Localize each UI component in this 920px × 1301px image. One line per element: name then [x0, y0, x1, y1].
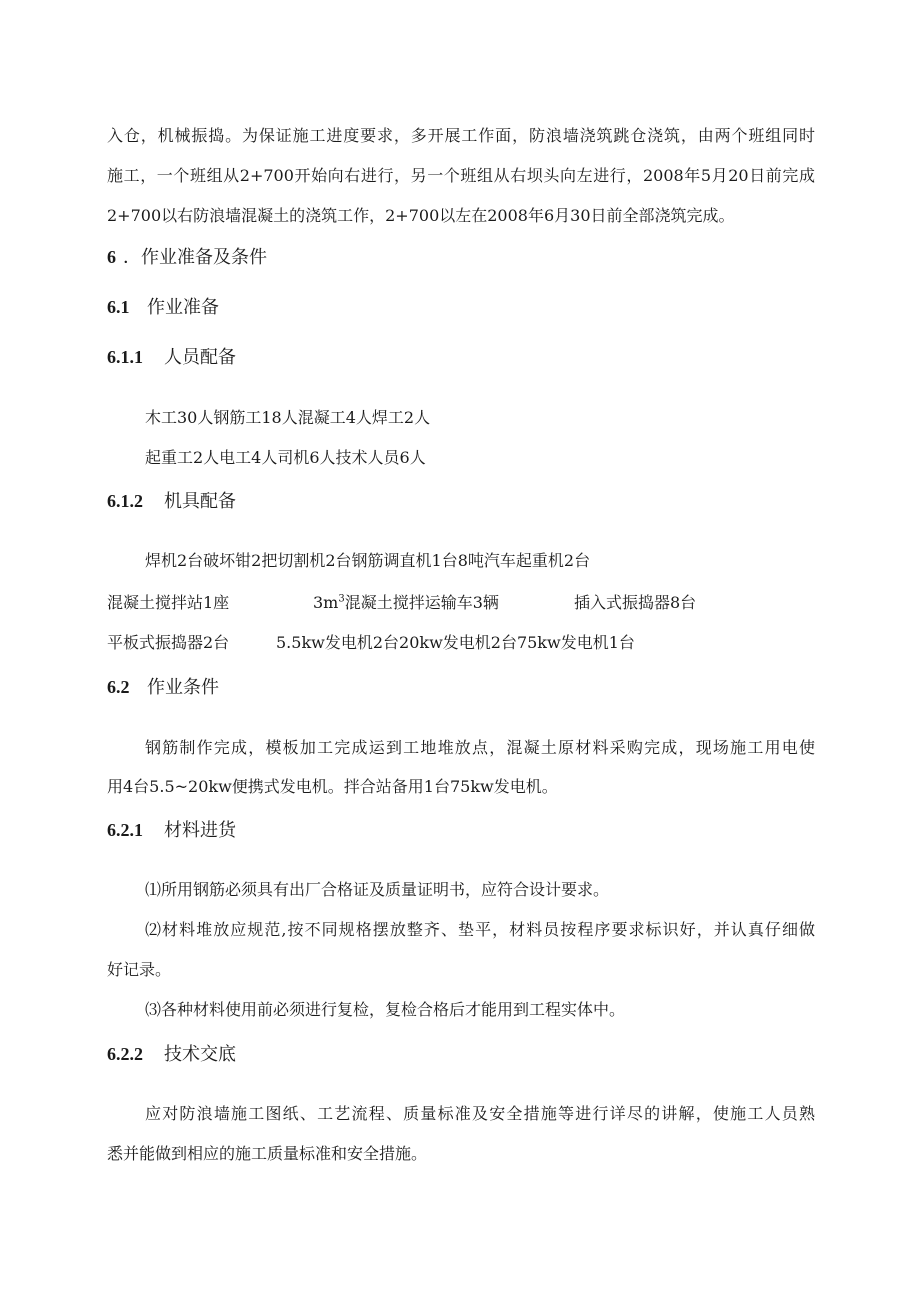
section-6-1-1-heading [107, 345, 236, 370]
section-6-2-title: 作业条件 [147, 677, 219, 698]
mixer-volume: 3m [313, 593, 339, 612]
equipment-mixer-truck [313, 593, 499, 613]
section-6-2-2-title: 技术交底 [164, 1044, 236, 1065]
intro-line-1: 入仓，机械振捣。为保证施工进度要求，多开展工作面，防浪墙浇筑跳仓浇筑，由两个班组同时 [107, 126, 815, 145]
equipment-mixing-station: 混凝土搅拌站1座 [107, 593, 230, 612]
section-6-2-number: 6.2 [107, 677, 130, 697]
briefing-line-1: 应对防浪墙施工图纸、工艺流程、质量标准及安全措施等进行详尽的讲解，使施工人员熟 [145, 1104, 815, 1123]
intro-line-2: 施工，一个班组从2+700开始向右进行，另一个班组从右坝头向左进行，2008年5月20日前完成 [107, 166, 815, 185]
equipment-vibrator: 插入式振捣器8台 [574, 593, 697, 612]
material-item-2-line-2: 好记录。 [107, 960, 172, 979]
section-6-2-2-number: 6.2.2 [107, 1044, 143, 1064]
section-6-1-heading [107, 295, 219, 320]
material-item-2-line-1: ⑵材料堆放应规范,按不同规格摆放整齐、垫平，材料员按程序要求标识好，并认真仔细做 [145, 920, 815, 939]
section-6-number: 6 [107, 247, 116, 267]
conditions-line-1: 钢筋制作完成，模板加工完成运到工地堆放点，混凝土原材料采购完成，现场施工用电使 [145, 738, 815, 757]
section-6-1-number: 6.1 [107, 297, 130, 317]
section-6-2-heading [107, 675, 219, 700]
material-item-3: ⑶各种材料使用前必须进行复检，复检合格后才能用到工程实体中。 [145, 1000, 626, 1019]
equipment-generators: 5.5kw发电机2台20kw发电机2台75kw发电机1台 [276, 633, 635, 652]
equipment-plate-vibrator: 平板式振捣器2台 [107, 633, 230, 652]
section-6-1-1-title: 人员配备 [164, 347, 236, 368]
personnel-line-1: 木工30人钢筋工18人混凝工4人焊工2人 [145, 408, 431, 427]
section-6-1-1-number: 6.1.1 [107, 347, 143, 367]
briefing-line-2: 悉并能做到相应的施工质量标准和安全措施。 [107, 1144, 428, 1163]
section-6-1-2-number: 6.1.2 [107, 491, 143, 511]
equipment-line-1: 焊机2台破坏钳2把切割机2台钢筋调直机1台8吨汽车起重机2台 [145, 551, 591, 570]
section-6-2-1-title: 材料进货 [164, 820, 236, 841]
intro-line-3: 2+700以右防浪墙混凝土的浇筑工作，2+700以左在2008年6月30日前全部浇筑完成。 [107, 206, 735, 225]
section-6-2-1-number: 6.2.1 [107, 820, 143, 840]
section-6-1-title: 作业准备 [147, 297, 219, 318]
section-6-1-2-heading [107, 489, 236, 514]
section-6-heading [107, 245, 267, 270]
section-6-title: ．作业准备及条件 [123, 247, 267, 268]
section-6-2-2-heading [107, 1042, 236, 1067]
section-6-1-2-title: 机具配备 [164, 491, 236, 512]
mixer-volume-exponent: 3 [338, 593, 345, 605]
personnel-line-2: 起重工2人电工4人司机6人技术人员6人 [145, 448, 426, 467]
conditions-line-2: 用4台5.5~20kw便携式发电机。拌合站备用1台75kw发电机。 [107, 777, 558, 796]
mixer-truck-text: 混凝土搅拌运输车3辆 [344, 593, 499, 612]
material-item-1: ⑴所用钢筋必须具有出厂合格证及质量证明书，应符合设计要求。 [145, 880, 610, 899]
section-6-2-1-heading [107, 818, 236, 843]
